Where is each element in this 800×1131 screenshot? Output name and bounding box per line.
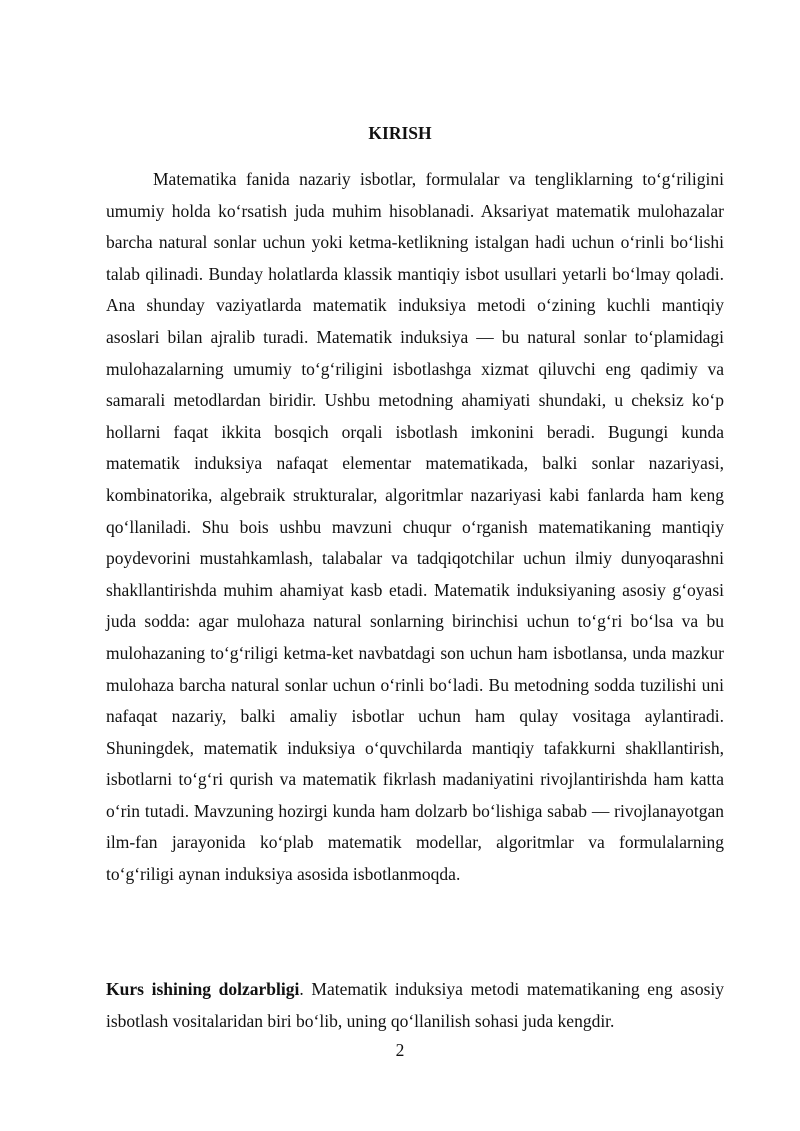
page-number: 2 [395,1040,405,1060]
relevance-lead: Kurs ishining dolzarbligi [106,979,300,999]
relevance-text: . Matematik induksiya metodi matematikaning eng asosiy isbotlash vositalaridan biri bo‘lib, uning qo‘llanilish sohasi juda kengdir. [106,979,724,1031]
page-heading: KIRISH [368,123,432,143]
relevance-paragraph [106,974,724,1037]
intro-paragraph: Matematika fanida nazariy isbotlar, formulalar va tengliklarning to‘g‘riligini umumiy holda ko‘rsatish juda muhim hisoblanadi. Aksariyat matematik mulohazalar barcha natural sonlar uchun yoki ketma-ketlikning istalgan hadi uchun o‘rinli bo‘lishi talab qilinadi. Bunday holatlarda klassik mantiqiy isbot usullari yetarli bo‘lmay qoladi. Ana shunday vaziyatlarda matematik induksiya metodi o‘zining kuchli mantiqiy asoslari bilan ajralib turadi. Matematik induksiya — bu natural sonlar to‘plamidagi mulohazalarning umumiy to‘g‘riligini isbotlashga xizmat qiluvchi eng qadimiy va samarali metodlardan biridir. Ushbu metodning ahamiyati shundaki, u cheksiz ko‘p hollarni faqat ikkita bosqich orqali isbotlash imkonini beradi. Bugungi kunda matematik induksiya nafaqat elementar matematikada, balki sonlar nazariyasi, kombinatorika, algebraik strukturalar, algoritmlar nazariyasi kabi fanlarda ham keng qo‘llaniladi. Shu bois ushbu mavzuni chuqur o‘rganish matematikaning mantiqiy poydevorini mustahkamlash, talabalar va tadqiqotchilar uchun ilmiy dunyoqarashni shakllantirishda muhim ahamiyat kasb etadi. Matematik induksiyaning asosiy g‘oyasi juda sodda: agar mulohaza natural sonlarning birinchisi uchun to‘g‘ri bo‘lsa va bu mulohazaning to‘g‘riligi ketma-ket navbatdagi son uchun ham isbotlansa, unda mazkur mulohaza barcha natural sonlar uchun o‘rinli bo‘ladi. Bu metodning sodda tuzilishi uni nafaqat nazariy, balki amaliy isbotlar uchun ham qulay vositaga aylantiradi. Shuningdek, matematik induksiya o‘quvchilarda mantiqiy tafakkurni shakllantirish, isbotlarni to‘g‘ri qurish va matematik fikrlash madaniyatini rivojlantirishda ham katta o‘rin tutadi. Mavzuning hozirgi kunda ham dolzarb bo‘lishiga sabab — rivojlanayotgan ilm-fan jarayonida ko‘plab matematik modellar, algoritmlar va formulalarning to‘g‘riligi aynan induksiya asosida isbotlanmoqda. [106,169,724,885]
